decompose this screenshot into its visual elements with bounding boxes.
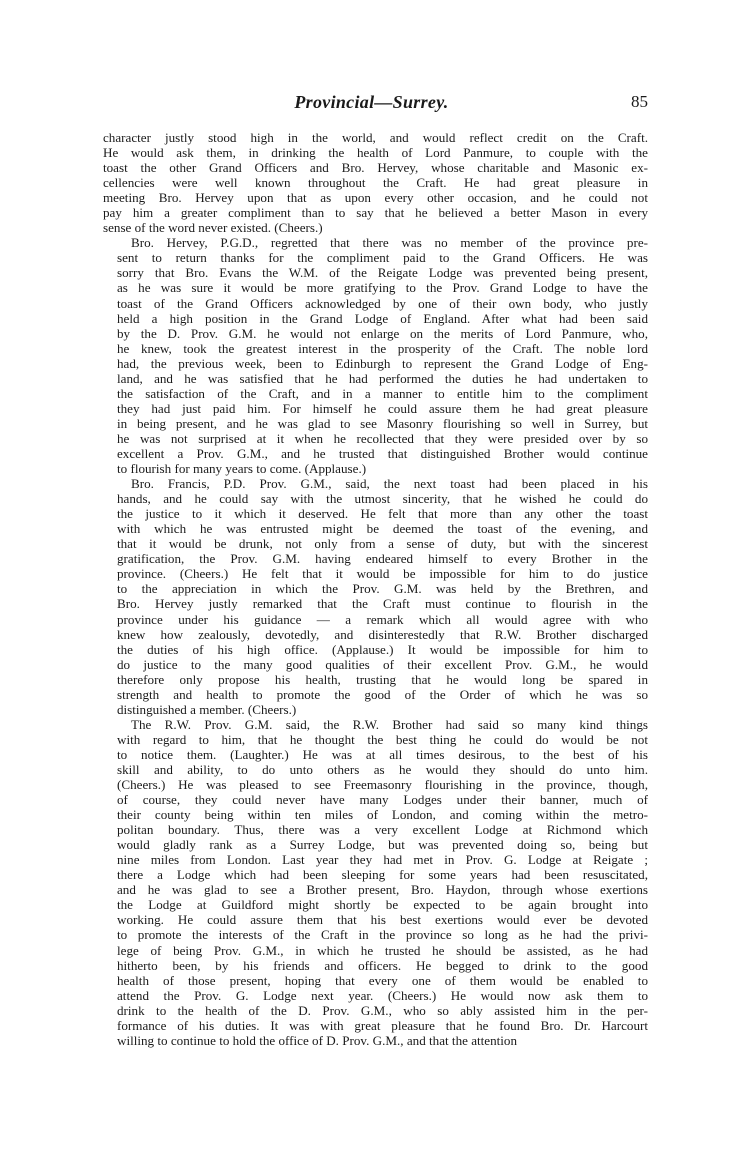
text-line: Bro. Hervey, P.G.D., regretted that there was no member of the province pre-: [131, 235, 648, 251]
text-line: sorry that Bro. Evans the W.M. of the Reigate Lodge was prevented being present,: [117, 265, 648, 281]
paragraph: [103, 476, 648, 717]
text-line: by the D. Prov. G.M. he would not enlarge on the merits of Lord Panmure, who,: [117, 325, 648, 341]
text-line: there a Lodge which had been sleeping for some years had been resuscitated,: [117, 867, 648, 883]
text-line: willing to continue to hold the office of D. Prov. G.M., and that the attention: [117, 1032, 518, 1048]
running-title: Provincial—Surrey.: [294, 92, 449, 112]
text-line: character justly stood high in the world, and would reflect credit on the Craft.: [103, 130, 648, 145]
text-line: lege of being Prov. G.M., in which he trusted he should be assisted, as he had: [117, 942, 648, 958]
text-line: (Cheers.) He was pleased to see Freemasonry flourishing in the province, though,: [117, 777, 648, 793]
text-line: to notice them. (Laughter.) He was at all times desirous, to the best of his: [117, 746, 648, 762]
text-line: therefore only propose his health, trusting that he would long be spared in: [117, 671, 648, 687]
text-line: province. (Cheers.) He felt that it would be impossible for him to do justice: [117, 566, 648, 582]
text-line: The R.W. Prov. G.M. said, the R.W. Brother had said so many kind things: [131, 716, 648, 732]
paragraph: [103, 130, 648, 235]
text-line: to promote the interests of the Craft in the province so long as he had the privi-: [117, 927, 648, 943]
text-line: in being present, and he was glad to see Masonry flourishing so well in Surrey, but: [117, 415, 648, 431]
text-line: the duties of his high office. (Applause.) It would be impossible for him to: [117, 641, 648, 657]
text-line: He would ask them, in drinking the health of Lord Panmure, to couple with the: [103, 145, 648, 161]
text-line: distinguished a member. (Cheers.): [117, 701, 297, 717]
text-line: as he was sure it would be more gratifying to the Prov. Grand Lodge to have the: [117, 280, 648, 296]
text-line: he knew, took the greatest interest in the prosperity of the Craft. The noble lord: [117, 340, 648, 356]
text-line: cellencies were well known throughout the Craft. He had great pleasure in: [103, 175, 648, 191]
text-line: attend the Prov. G. Lodge next year. (Cheers.) He would now ask them to: [117, 987, 648, 1003]
text-line: with which he was entrusted might be deemed the toast of the evening, and: [117, 521, 648, 537]
text-line: to flourish for many years to come. (Applause.): [117, 461, 367, 477]
text-line: nine miles from London. Last year they had met in Prov. G. Lodge at Reigate ;: [117, 852, 648, 868]
text-line: skill and ability, to do unto others as he would they should do unto him.: [117, 761, 648, 777]
text-line: to the appreciation in which the Prov. G.M. was held by the Brethren, and: [117, 581, 648, 597]
text-line: sent to return thanks for the compliment paid to the Grand Officers. He was: [117, 250, 648, 266]
text-line: drink to the health of the D. Prov. G.M., who so ably assisted him in the per-: [117, 1002, 648, 1018]
text-line: knew how zealously, devotedly, and disinterestedly that R.W. Brother discharged: [117, 626, 648, 642]
text-line: excellent a Prov. G.M., and he trusted that distinguished Brother would continue: [117, 445, 648, 461]
text-line: hands, and he could say with the utmost sincerity, that he wished he could do: [117, 491, 648, 507]
text-line: he was not surprised at it when he recollected that they were presided over by so: [117, 430, 648, 446]
text-line: toast of the Grand Officers acknowledged by one of their own body, who justly: [117, 295, 648, 311]
paragraph: [103, 717, 648, 1048]
page-number: 85: [631, 92, 648, 111]
text-line: with regard to him, that he thought the best thing he could do would be not: [117, 731, 648, 747]
text-line: Bro. Francis, P.D. Prov. G.M., said, the next toast had been placed in his: [131, 476, 648, 492]
text-line: would gladly rank as a Surrey Lodge, but was prevented doing so, being but: [117, 837, 648, 853]
text-line: sense of the word never existed. (Cheers.): [103, 220, 323, 236]
article-body: [103, 130, 648, 1048]
text-line: formance of his duties. It was with great pleasure that he found Bro. Dr. Harcourt: [117, 1017, 648, 1033]
text-line: had, the previous week, been to Edinburgh to represent the Grand Lodge of Eng-: [117, 355, 648, 371]
text-line: land, and he was satisfied that he had performed the duties he had undertaken to: [117, 370, 648, 386]
text-line: working. He could assure them that his best exertions would ever be devoted: [117, 912, 648, 928]
text-line: meeting Bro. Hervey upon that as upon every other occasion, and he could not: [103, 190, 648, 206]
text-line: health of those present, hoping that every one of them would be enabled to: [117, 972, 648, 988]
text-line: pay him a greater compliment than to say that he believed a better Mason in every: [103, 205, 648, 221]
text-line: that it would be drunk, not only from a sense of duty, but with the sincerest: [117, 536, 648, 552]
text-line: the satisfaction of the Craft, and in a manner to entitle him to the compliment: [117, 385, 648, 401]
text-line: Bro. Hervey justly remarked that the Craft must continue to flourish in the: [117, 596, 648, 612]
text-line: do justice to the many good qualities of their excellent Prov. G.M., he would: [117, 656, 648, 672]
text-line: toast the other Grand Officers and Bro. Hervey, whose charitable and Masonic ex-: [103, 160, 648, 176]
text-line: the justice to it which it deserved. He felt that more than any other the toast: [117, 506, 648, 522]
paragraph: [103, 235, 648, 476]
text-line: hitherto been, by his friends and officers. He begged to drink to the good: [117, 957, 648, 973]
text-line: their county being within ten miles of London, and coming within the metro-: [117, 807, 648, 823]
text-line: gratification, the Prov. G.M. having endeared himself to every Brother in the: [117, 551, 648, 567]
text-line: and he was glad to see a Brother present, Bro. Haydon, through whose exertions: [117, 882, 648, 898]
text-line: of course, they could never have many Lodges under their banner, much of: [117, 792, 648, 808]
running-head: [0, 92, 743, 116]
text-line: held a high position in the Grand Lodge of England. After what had been said: [117, 310, 648, 326]
text-line: they had just paid him. For himself he could assure them he had great pleasure: [117, 400, 648, 416]
text-line: politan boundary. Thus, there was a very excellent Lodge at Richmond which: [117, 822, 648, 838]
text-line: province under his guidance — a remark which all would agree with who: [117, 611, 648, 627]
text-line: the Lodge at Guildford might shortly be expected to be again brought into: [117, 897, 648, 913]
text-line: strength and health to promote the good of the Order of which he was so: [117, 686, 648, 702]
